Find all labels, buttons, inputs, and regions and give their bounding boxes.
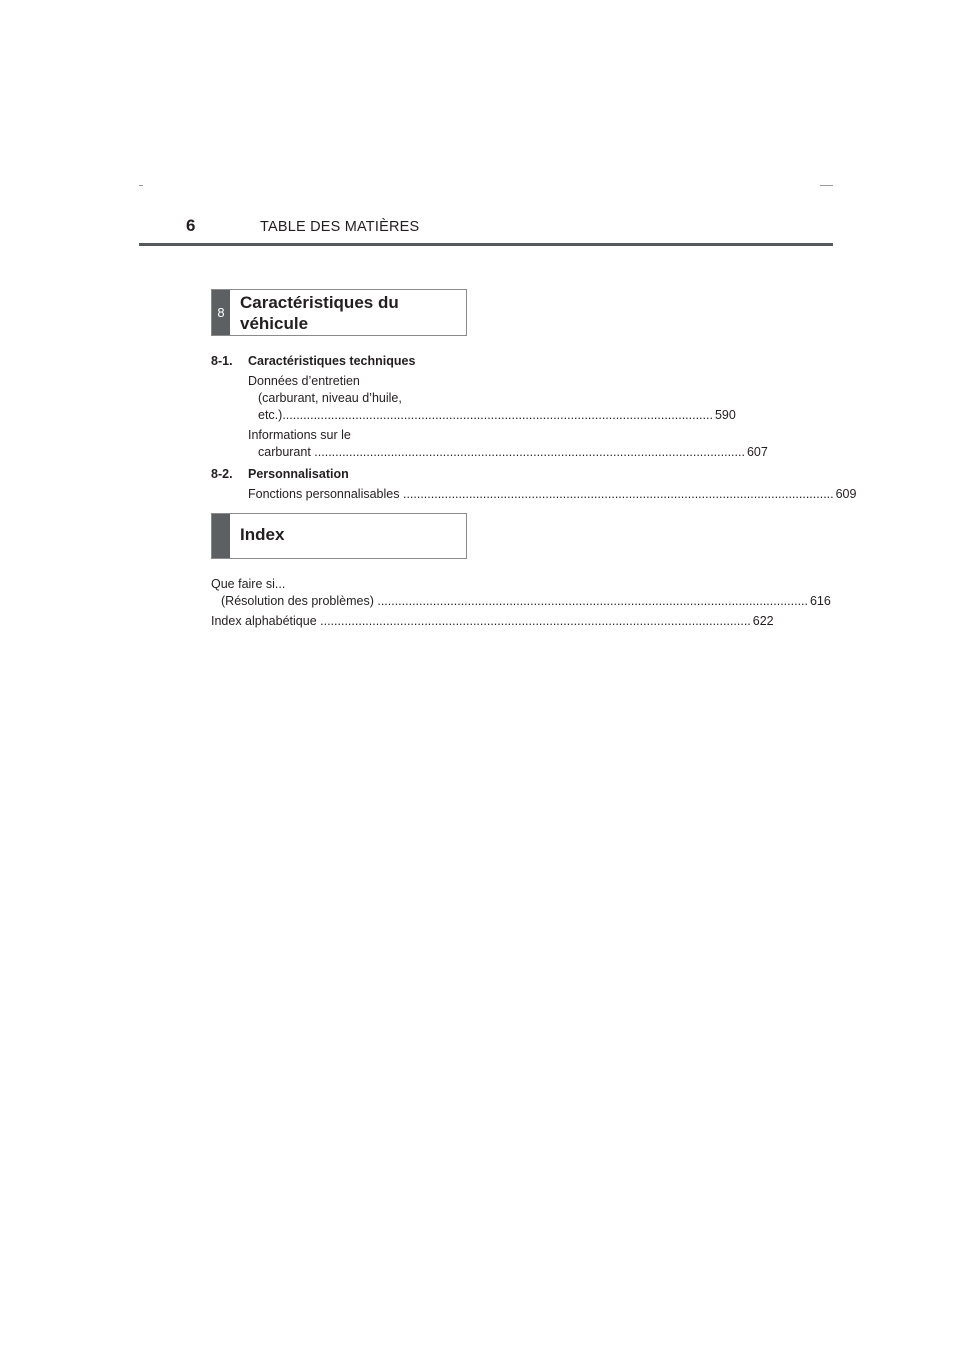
toc-entry-line: (carburant, niveau d’huile, <box>258 391 402 405</box>
section-header-index <box>211 513 467 559</box>
chapter-number: 8-1. <box>211 354 233 368</box>
toc-entry-line: Données d’entretien <box>248 374 360 388</box>
crop-mark-right <box>820 185 833 186</box>
dot-leader <box>282 408 713 422</box>
page-ref: 616 <box>809 594 831 608</box>
dot-leader <box>314 445 745 459</box>
chapter-title: Personnalisation <box>248 467 349 481</box>
toc-entry-troubleshooting[interactable] <box>211 576 831 610</box>
toc-entry-maintenance-data[interactable] <box>248 373 736 424</box>
section-title <box>240 292 460 334</box>
dot-leader <box>377 594 808 608</box>
toc-entry-leader-line <box>211 593 831 610</box>
toc-entry-text: carburant <box>258 445 311 459</box>
header-rule <box>139 243 833 246</box>
section-title-line-1: Caractéristiques du <box>240 293 399 312</box>
dot-leader <box>403 487 834 501</box>
toc-entry-leader-line <box>248 407 736 424</box>
chapter-heading-8-2 <box>211 466 349 483</box>
toc-entry-line: Que faire si... <box>211 577 286 591</box>
running-header: TABLE DES MATIÈRES <box>260 219 420 235</box>
toc-entry-text: Fonctions personnalisables <box>248 487 400 501</box>
toc-entry-leader-line <box>248 444 768 461</box>
section-tab-number: 8 <box>212 290 230 335</box>
toc-entry-line: Informations sur le <box>248 428 351 442</box>
crop-mark-left <box>139 185 143 186</box>
section-title-line-2: véhicule <box>240 314 309 333</box>
chapter-heading-8-1 <box>211 353 415 370</box>
section-header-vehicle-specs <box>211 289 467 336</box>
chapter-title: Caractéristiques techniques <box>248 354 416 368</box>
section-title: Index <box>240 525 285 544</box>
toc-entry-text: etc.) <box>258 408 283 422</box>
page-ref: 609 <box>835 487 857 501</box>
page-ref: 607 <box>746 445 768 459</box>
dot-leader <box>320 614 751 628</box>
toc-entry-alphabetical-index[interactable] <box>211 613 774 630</box>
page-ref: 590 <box>714 408 736 422</box>
page-ref: 622 <box>752 614 774 628</box>
toc-entry-leader-line <box>211 613 774 630</box>
toc-entry-custom-features[interactable] <box>248 486 857 503</box>
toc-entry-text: Index alphabétique <box>211 614 317 628</box>
toc-entry-text: (Résolution des problèmes) <box>221 594 374 608</box>
section-tab <box>212 514 230 558</box>
toc-entry-fuel-info[interactable] <box>248 427 768 461</box>
page-number: 6 <box>186 216 196 235</box>
chapter-number: 8-2. <box>211 467 233 481</box>
toc-entry-leader-line <box>248 486 857 503</box>
